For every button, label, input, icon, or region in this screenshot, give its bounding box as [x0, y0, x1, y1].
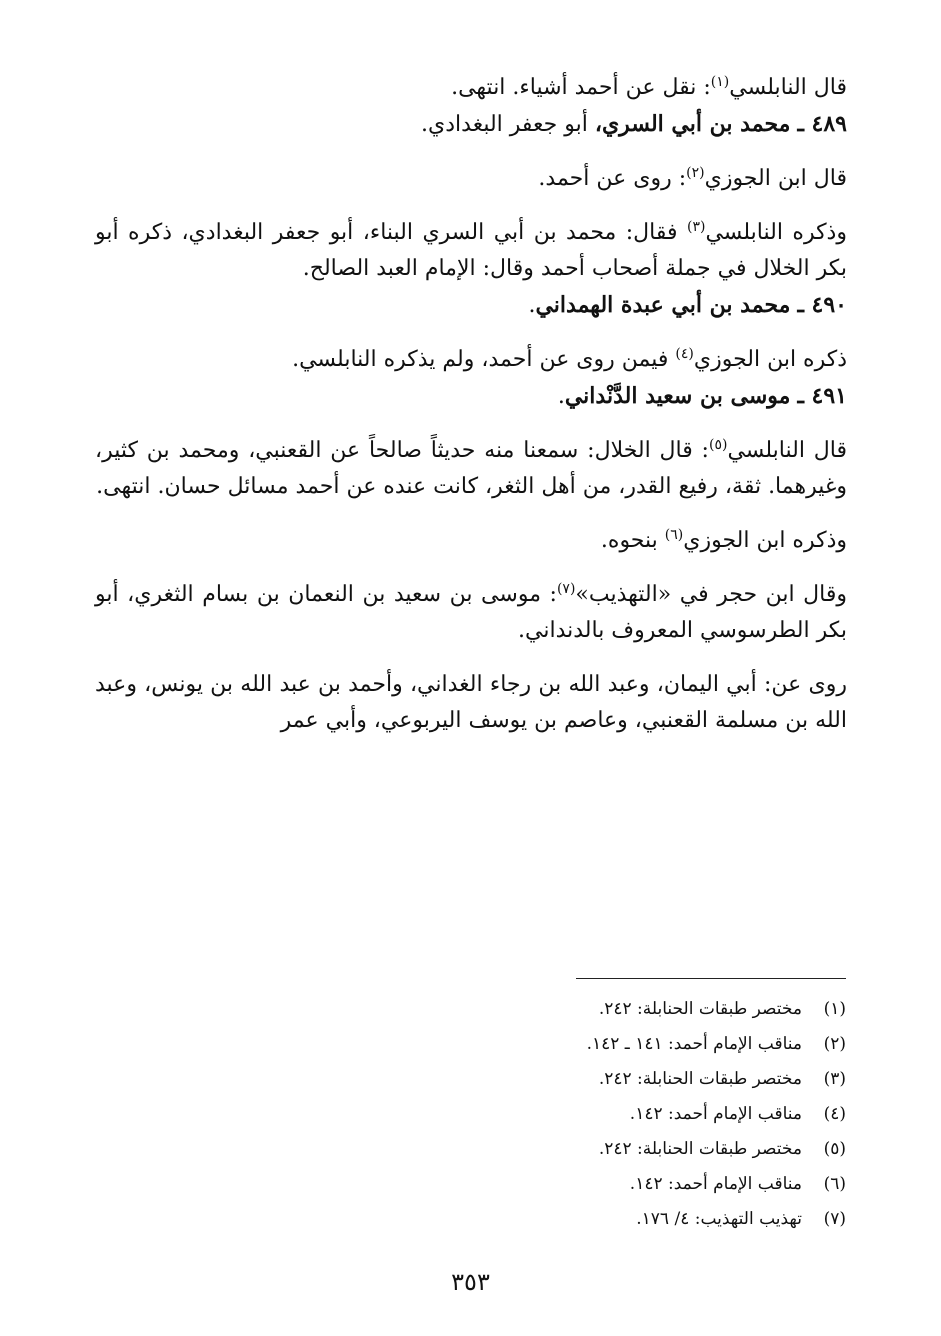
entry-490: [95, 287, 847, 324]
entry-rest: .: [557, 384, 565, 409]
entry-489: [95, 106, 847, 143]
footnote-item: [346, 1132, 846, 1167]
footnote-ref: (٧): [556, 581, 576, 597]
paragraph-text: وقال ابن حجر في «التهذيب»: [575, 582, 847, 607]
entry-name: موسى بن سعيد الدَّنْداني: [564, 383, 791, 409]
footnote-text: مناقب الإمام أحمد: ١٤١ ـ ١٤٢.: [586, 1034, 802, 1054]
paragraph-2: [95, 161, 847, 197]
paragraph-8: [95, 667, 847, 739]
paragraph-text: قال ابن الجوزي: [704, 166, 847, 191]
paragraph-1: [95, 70, 847, 106]
paragraph-text: وذكره ابن الجوزي: [683, 528, 847, 553]
paragraph-7: [95, 577, 847, 649]
footnote-number: (٦): [823, 1174, 846, 1194]
footnote-number: (٣): [823, 1069, 846, 1089]
paragraph-5: [95, 433, 847, 505]
footnote-number: (٤): [823, 1104, 846, 1124]
footnote-text: مناقب الإمام أحمد: ١٤٢.: [629, 1174, 802, 1194]
paragraph-text: روى عن: أبي اليمان، وعبد الله بن رجاء الغداني، وأحمد بن عبد الله بن يونس، وعبد الله بن مسلمة القعنبي، وعاصم بن يوسف اليربوعي، وأبي عمر: [95, 672, 847, 733]
footnote-item: [346, 992, 846, 1027]
entry-number: ٤٩١ ـ: [797, 383, 847, 409]
paragraph-text: : قال الخلال: سمعنا منه حديثاً صالحاً عن القعنبي، ومحمد بن كثير، وغيرهما. ثقة، رفيع القدر، من أهل الثغر، كانت عنده عن أحمد مسائل حسان. انتهى.: [95, 438, 847, 499]
paragraph-6: [95, 523, 847, 559]
paragraph-4: [95, 342, 847, 378]
entry-number: ٤٨٩ ـ: [797, 111, 847, 137]
footnote-text: مختصر طبقات الحنابلة: ٢٤٢.: [598, 1139, 802, 1159]
footnote-item: [346, 1097, 846, 1132]
paragraph-text: فقال: محمد بن أبي السري البناء، أبو جعفر البغدادي، ذكره أبو بكر الخلال في جملة أصحاب أحمد وقال: الإمام العبد الصالح.: [95, 220, 847, 281]
entry-number: ٤٩٠ ـ: [797, 292, 847, 318]
paragraph-text: ذكره ابن الجوزي: [693, 347, 847, 372]
footnote-item: [346, 1027, 846, 1062]
footnote-text: مختصر طبقات الحنابلة: ٢٤٢.: [598, 1069, 802, 1089]
footnote-ref: (٦): [664, 527, 684, 543]
footnote-ref: (٥): [708, 437, 728, 453]
footnote-item: [346, 1167, 846, 1202]
paragraph-3: [95, 215, 847, 287]
entry-rest: أبو جعفر البغدادي.: [421, 112, 595, 137]
paragraph-text: فيمن روى عن أحمد، ولم يذكره النابلسي.: [292, 347, 676, 372]
paragraph-text: قال النابلسي: [729, 75, 847, 100]
footnote-number: (١): [823, 999, 846, 1019]
footnotes: [346, 992, 846, 1237]
entry-name: محمد بن أبي عبدة الهمداني: [535, 292, 791, 318]
entry-491: [95, 378, 847, 415]
footnote-text: تهذيب التهذيب: ٤/ ١٧٦.: [636, 1209, 802, 1229]
footnote-item: [346, 1202, 846, 1237]
footnote-item: [346, 1062, 846, 1097]
entry-rest: .: [528, 293, 536, 318]
entry-name: محمد بن أبي السري،: [594, 111, 791, 137]
footnote-text: مناقب الإمام أحمد: ١٤٢.: [629, 1104, 802, 1124]
footnote-ref: (٢): [686, 165, 705, 181]
paragraph-text: : نقل عن أحمد أشياء. انتهى.: [451, 75, 711, 100]
footnote-number: (٢): [823, 1034, 846, 1054]
footnote-divider: [576, 978, 846, 979]
paragraph-text: بنحوه.: [600, 528, 665, 553]
footnote-number: (٧): [823, 1209, 846, 1229]
page-number: ٣٥٣: [451, 1268, 490, 1296]
footnote-text: مختصر طبقات الحنابلة: ٢٤٢.: [598, 999, 802, 1019]
paragraph-text: : روى عن أحمد.: [538, 166, 687, 191]
footnote-ref: (١): [710, 74, 730, 90]
footnote-ref: (٤): [675, 346, 694, 362]
paragraph-text: قال النابلسي: [727, 438, 847, 463]
paragraph-text: : موسى بن سعيد بن النعمان بن بسام الثغري، أبو بكر الطرسوسي المعروف بالدنداني.: [95, 582, 847, 643]
paragraph-text: وذكره النابلسي: [705, 220, 847, 245]
main-text: [95, 70, 847, 739]
footnote-ref: (٣): [686, 219, 706, 235]
footnote-number: (٥): [823, 1139, 846, 1159]
